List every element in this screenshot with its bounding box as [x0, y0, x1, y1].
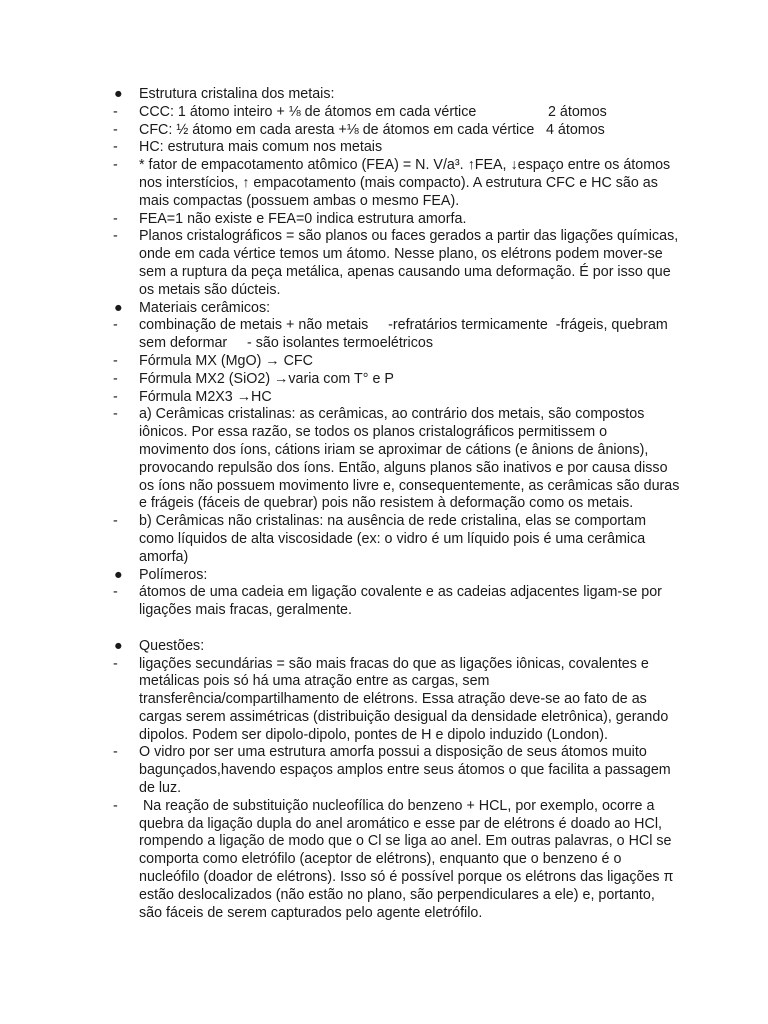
- list-item: [0, 638, 768, 656]
- dash-marker: -: [113, 139, 118, 156]
- item-text: ligações secundárias = são mais fracas do que as ligações iônicas, covalentes e metálicas pois só há uma atração entre as cargas, sem transferência/compartilhamento de elétrons. Essa atração deve-se ao fato de as cargas serem assimétricas (distribuição desigual da densidade eletrônica), gerando dipolos. Podem ser dipolo-dipolo, pontes de H e dipolo induzido (London).: [139, 655, 669, 743]
- list-item: [0, 406, 768, 513]
- item-text: [139, 104, 680, 122]
- list-item: [0, 122, 768, 140]
- item-text: Na reação de substituição nucleofílica do benzeno + HCL, por exemplo, ocorre a quebra da ligação dupla do anel aromático e esse par de elétrons é doado ao HCl, rompendo a ligação de modo que o Cl se liga ao anel. Em outras palavras, o HCl se comporta como eletrófilo (aceptor de elétrons), enquanto que o benzeno é o nucleófilo (doador de elétrons). Isso só é possível porque os elétrons das ligações π estão deslocalizados (não estão no plano, são perpendiculares a ele) e, portanto, são fáceis de serem capturados pelo agente eletrófilo.: [139, 797, 678, 921]
- list-item: [0, 211, 768, 229]
- list-item: [0, 567, 768, 585]
- bullet-marker: ●: [114, 566, 123, 583]
- item-text: HC: estrutura mais comum nos metais: [139, 139, 383, 156]
- dash-marker: -: [113, 121, 118, 138]
- dash-marker: -: [113, 228, 118, 245]
- dash-marker: -: [113, 103, 118, 120]
- item-text: * fator de empacotamento atômico (FEA) = N. V/a³. ↑FEA, ↓espaço entre os átomos nos interstícios, ↑ empacotamento (mais compacto). A estrutura CFC e HC são as mais compactas (possuem ambas o mesmo FEA).: [139, 157, 671, 209]
- list-item: [0, 86, 768, 104]
- dash-marker: -: [113, 157, 118, 174]
- item-text: Planos cristalográficos = são planos ou faces gerados a partir das ligações químicas, onde em cada vértice temos um átomo. Nesse plano, os elétrons podem mover-se sem a ruptura da peça metálica, apenas causando uma deformação. É por isso que os metais são dúcteis.: [139, 228, 679, 298]
- dash-marker: -: [113, 655, 118, 672]
- blank-line: [0, 620, 768, 638]
- dash-marker: -: [113, 210, 118, 227]
- item-text: FEA=1 não existe e FEA=0 indica estrutura amorfa.: [139, 210, 467, 227]
- item-text-main: CCC: 1 átomo inteiro + ⅛ de átomos em cada vértice: [139, 103, 477, 120]
- item-text: átomos de uma cadeia em ligação covalente e as cadeias adjacentes ligam-se por ligações mais fracas, geralmente.: [139, 584, 662, 619]
- list-item: [0, 157, 768, 210]
- bullet-marker: ●: [114, 299, 123, 316]
- list-item: [0, 353, 768, 371]
- item-text: [139, 122, 680, 140]
- list-item: [0, 744, 768, 797]
- list-item: [0, 656, 768, 745]
- item-text: Estrutura cristalina dos metais:: [139, 86, 335, 102]
- dash-marker: -: [113, 352, 118, 369]
- notes-list: [0, 86, 768, 922]
- dash-marker: -: [113, 370, 118, 387]
- dash-marker: -: [113, 317, 118, 334]
- item-text-right: 4 átomos: [546, 121, 605, 138]
- list-item: [0, 371, 768, 389]
- item-text: b) Cerâmicas não cristalinas: na ausência de rede cristalina, elas se comportam como líquidos de alta viscosidade (ex: o vidro é um líquido pois é uma cerâmica amorfa): [139, 513, 646, 565]
- item-text: Fórmula MX (MgO) → CFC: [139, 352, 313, 369]
- list-item: [0, 104, 768, 122]
- item-text: combinação de metais + não metais -refratários termicamente -frágeis, quebram sem deformar - são isolantes termoelétricos: [139, 317, 672, 352]
- list-item: [0, 513, 768, 566]
- list-item: [0, 389, 768, 407]
- list-item: [0, 228, 768, 299]
- list-item: [0, 798, 768, 923]
- list-item: [0, 139, 768, 157]
- dash-marker: -: [113, 388, 118, 405]
- list-item: [0, 584, 768, 620]
- item-text-right: 2 átomos: [548, 103, 607, 120]
- dash-marker: -: [113, 584, 118, 601]
- dash-marker: -: [113, 513, 118, 530]
- item-text-main: CFC: ½ átomo em cada aresta +⅛ de átomos em cada vértice: [139, 121, 535, 138]
- item-text: Polímeros:: [139, 566, 208, 583]
- item-text: Fórmula MX2 (SiO2) →varia com T° e P: [139, 370, 394, 387]
- item-text: O vidro por ser uma estrutura amorfa possui a disposição de seus átomos muito bagunçados,havendo espaços amplos entre seus átomos o que facilita a passagem de luz.: [139, 744, 671, 797]
- item-text: Fórmula M2X3 →HC: [139, 388, 272, 405]
- dash-marker: -: [113, 744, 118, 761]
- list-item: [0, 300, 768, 318]
- item-text: Materiais cerâmicos:: [139, 299, 271, 316]
- item-text: Questões:: [139, 637, 205, 654]
- dash-marker: -: [113, 797, 118, 814]
- item-text: a) Cerâmicas cristalinas: as cerâmicas, ao contrário dos metais, são compostos iônicos. Por essa razão, se todos os planos cristalográficos permitissem o movimento dos íons, cátions iriam se aproximar de cátions (e ânions de ânions), provocando repulsão dos íons. Então, alguns planos são inativos e por causa disso os íons não possuem movimento livre e, consequentemente, as cerâmicas são duras e frágeis (fáceis de quebrar) pois não resistem à deformação como os metais.: [139, 406, 680, 512]
- dash-marker: -: [113, 406, 118, 423]
- bullet-marker: ●: [114, 637, 123, 654]
- list-item: [0, 317, 768, 353]
- bullet-marker: ●: [114, 86, 123, 102]
